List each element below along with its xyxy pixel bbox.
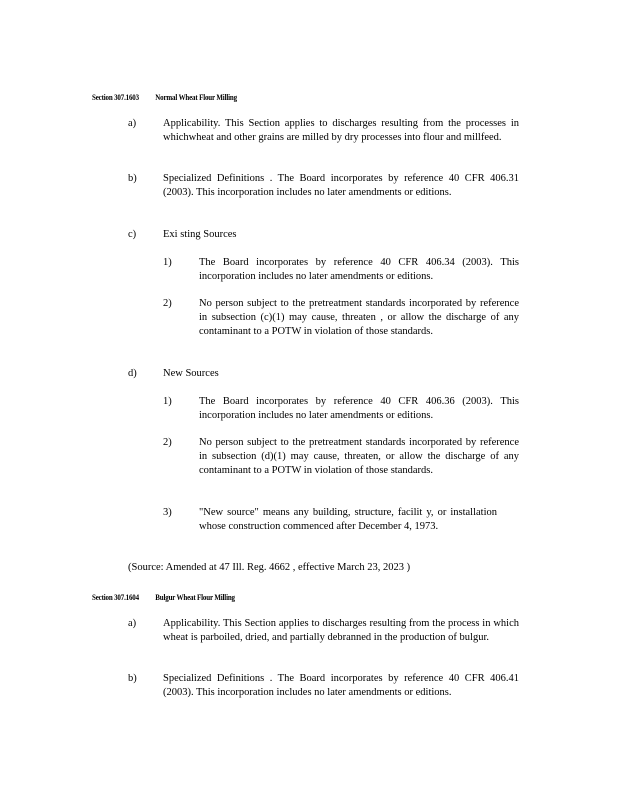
item-label: d) [128, 368, 137, 379]
section-number: Section 307.1604 [92, 592, 139, 602]
subitem-label: 2) [163, 437, 172, 448]
item-label: b) [128, 673, 137, 684]
item-label: b) [128, 173, 137, 184]
subitem-label: 1) [163, 396, 172, 407]
section-title: Bulgur Wheat Flour Milling [155, 592, 235, 602]
section-heading [92, 590, 250, 604]
section-heading [92, 90, 252, 104]
item-text: New Sources [163, 368, 219, 379]
subitem-text: No person subject to the pretreatment standards incorporated by reference in subsection (c)(1) may cause, threaten , or allow the discharge of any contaminant to a POTW in violation of those standards. [199, 298, 519, 337]
item-label: c) [128, 229, 137, 240]
subitem-text: The Board incorporates by reference 40 CFR 406.36 (2003). This incorporation includes no later amendments or editions. [199, 396, 519, 421]
subitem-text: The Board incorporates by reference 40 CFR 406.34 (2003). This incorporation includes no later amendments or editions. [199, 257, 519, 282]
item-text: Applicability. This Section applies to discharges resulting from the processes in whichwheat and other grains are milled by dry processes into flour and millfeed. [163, 118, 519, 143]
item-label: a) [128, 618, 137, 629]
subitem-text: "New source" means any building, structure, facilit y, or installation whose construction commenced after December 4, 1973. [199, 507, 497, 532]
item-text: Specialized Definitions . The Board incorporates by reference 40 CFR 406.31 (2003). This incorporation includes no later amendments or editions. [163, 173, 519, 198]
subitem-label: 1) [163, 257, 172, 268]
item-text: Exi sting Sources [163, 229, 237, 240]
item-text: Specialized Definitions . The Board incorporates by reference 40 CFR 406.41 (2003). This incorporation includes no later amendments or editions. [163, 673, 519, 698]
subitem-label: 3) [163, 507, 172, 518]
section-title: Normal Wheat Flour Milling [155, 92, 237, 102]
section-number: Section 307.1603 [92, 92, 139, 102]
source-note: (Source: Amended at 47 Ill. Reg. 4662 , effective March 23, 2023 ) [128, 562, 411, 573]
item-label: a) [128, 118, 137, 129]
subitem-text: No person subject to the pretreatment standards incorporated by reference in subsection (d)(1) may cause, threaten, or allow the discharge of any contaminant to a POTW in violation of those standards. [199, 437, 519, 476]
item-text: Applicability. This Section applies to discharges resulting from the process in which wheat is parboiled, dried, and partially debranned in the production of bulgur. [163, 618, 519, 643]
subitem-label: 2) [163, 298, 172, 309]
